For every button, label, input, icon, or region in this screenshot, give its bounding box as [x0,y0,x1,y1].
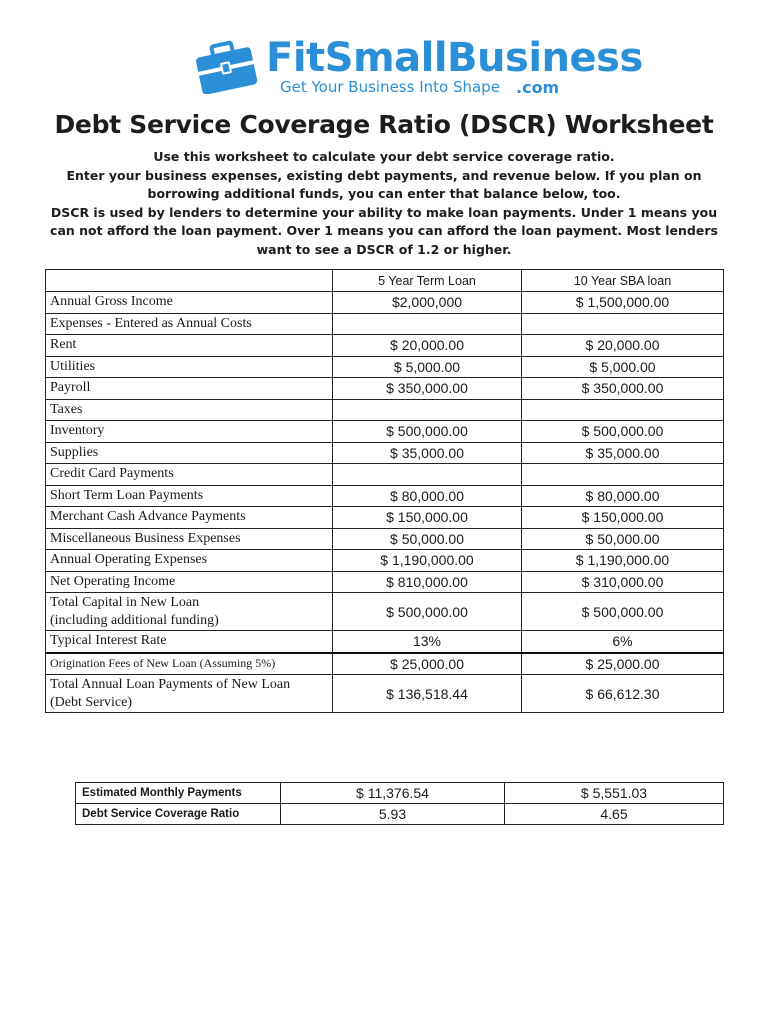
value-cell[interactable]: $ 35,000.00 [333,442,522,464]
value-cell[interactable]: $ 25,000.00 [333,653,522,675]
row-label: Inventory [46,421,333,443]
worksheet-table [45,269,724,713]
brand-tagline: Get Your Business Into Shape [280,78,500,96]
row-label: Miscellaneous Business Expenses [46,528,333,550]
value-cell[interactable]: $ 25,000.00 [522,653,724,675]
value-cell[interactable]: $ 310,000.00 [522,571,724,593]
brand-name: FitSmallBusiness [266,35,643,81]
row-label [46,593,333,631]
value-cell[interactable]: $ 350,000.00 [522,378,724,400]
table-row [46,528,724,550]
row-label-line: (Debt Service) [50,694,133,710]
value-cell[interactable]: $ 1,500,000.00 [522,292,724,314]
row-label-line: Total Annual Loan Payments of New Loan [50,676,291,692]
value-cell[interactable] [333,399,522,421]
value-cell[interactable]: $ 1,190,000.00 [333,550,522,572]
summary-label: Estimated Monthly Payments [76,783,281,804]
value-cell[interactable]: $ 80,000.00 [522,485,724,507]
table-row [46,653,724,675]
table-row [46,571,724,593]
table-row [46,356,724,378]
row-label: Payroll [46,378,333,400]
row-label: Merchant Cash Advance Payments [46,507,333,529]
value-cell[interactable]: 6% [522,631,724,653]
row-label: Typical Interest Rate [46,631,333,653]
table-header-row [46,270,724,292]
table-row [46,399,724,421]
table-row [46,335,724,357]
value-cell[interactable]: $ 50,000.00 [333,528,522,550]
value-cell[interactable]: $ 150,000.00 [333,507,522,529]
summary-value[interactable]: 5.93 [281,804,505,825]
header-10-year-sba-loan: 10 Year SBA loan [522,270,724,292]
value-cell[interactable]: $2,000,000 [333,292,522,314]
row-label-line: Total Capital in New Loan [50,594,200,610]
table-row [46,378,724,400]
brand-logo [194,34,643,104]
value-cell[interactable] [522,399,724,421]
table-row [46,593,724,631]
value-cell[interactable]: $ 500,000.00 [522,593,724,631]
row-label: Net Operating Income [46,571,333,593]
table-row [46,421,724,443]
value-cell[interactable]: $ 66,612.30 [522,675,724,713]
row-label: Expenses - Entered as Annual Costs [46,313,333,335]
value-cell[interactable]: $ 500,000.00 [333,593,522,631]
value-cell[interactable]: $ 1,190,000.00 [522,550,724,572]
table-row [46,550,724,572]
table-row [46,631,724,653]
row-label: Annual Gross Income [46,292,333,314]
intro-line: DSCR is used by lenders to determine your ability to make loan payments. Under 1 means you can not afford the loan payment. Over 1 means you can afford the loan payment. Most lenders want to see a DSCR of 1.2 or higher. [50,204,718,257]
value-cell[interactable]: $ 150,000.00 [522,507,724,529]
value-cell[interactable]: $ 810,000.00 [333,571,522,593]
value-cell[interactable]: $ 350,000.00 [333,378,522,400]
summary-table [75,782,724,825]
row-label: Utilities [46,356,333,378]
intro-line: Use this worksheet to calculate your debt service coverage ratio. [153,149,615,164]
summary-row [76,783,724,804]
value-cell[interactable] [333,313,522,335]
intro-line: Enter your business expenses, existing debt payments, and revenue below. If you plan on borrowing additional funds, you can enter that balance below, too. [66,167,702,201]
summary-row [76,804,724,825]
brand-domain-suffix: .com [516,78,560,97]
value-cell[interactable]: $ 500,000.00 [333,421,522,443]
value-cell[interactable] [522,313,724,335]
table-row [46,507,724,529]
value-cell[interactable]: $ 50,000.00 [522,528,724,550]
summary-value[interactable]: $ 5,551.03 [505,783,724,804]
table-row [46,442,724,464]
value-cell[interactable]: $ 20,000.00 [522,335,724,357]
row-label: Annual Operating Expenses [46,550,333,572]
value-cell[interactable]: $ 80,000.00 [333,485,522,507]
value-cell[interactable] [522,464,724,486]
row-label: Rent [46,335,333,357]
intro-text [44,148,724,259]
table-row [46,292,724,314]
summary-value[interactable]: $ 11,376.54 [281,783,505,804]
row-label: Short Term Loan Payments [46,485,333,507]
value-cell[interactable]: $ 5,000.00 [333,356,522,378]
row-label-line: (including additional funding) [50,612,219,628]
summary-value[interactable]: 4.65 [505,804,724,825]
briefcase-icon [194,38,258,94]
row-label [46,675,333,713]
table-row [46,464,724,486]
table-row [46,675,724,713]
page-title: Debt Service Coverage Ratio (DSCR) Worksheet [54,110,714,139]
value-cell[interactable] [333,464,522,486]
row-label: Taxes [46,399,333,421]
value-cell[interactable]: $ 35,000.00 [522,442,724,464]
value-cell[interactable]: $ 500,000.00 [522,421,724,443]
value-cell[interactable]: $ 20,000.00 [333,335,522,357]
row-label: Credit Card Payments [46,464,333,486]
summary-label: Debt Service Coverage Ratio [76,804,281,825]
value-cell[interactable]: $ 5,000.00 [522,356,724,378]
row-label: Origination Fees of New Loan (Assuming 5%) [46,653,333,675]
value-cell[interactable]: 13% [333,631,522,653]
table-row [46,485,724,507]
value-cell[interactable]: $ 136,518.44 [333,675,522,713]
header-label-cell [46,270,333,292]
header-5-year-term-loan: 5 Year Term Loan [333,270,522,292]
table-row [46,313,724,335]
row-label: Supplies [46,442,333,464]
